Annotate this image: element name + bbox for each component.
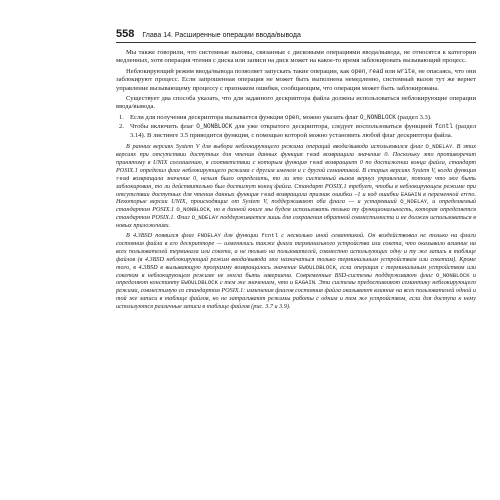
paragraph-text: , не опасаясь, что они заблокируют процесс. Если запрошенная операция не может быть выполнена немедленно, системный вызов тут же вернет управление вызывающему процессу с признаком ошибки, сообщающим, что операция может быть заблокирована. [116,67,476,92]
note-text: и определяют константу [116,271,477,287]
note-text: поддерживается лишь для сохранения обратной совместимости и не должен использоваться в новых приложениях. [116,214,476,230]
note-text: в переменной errno. Некоторые версии UNIX, происходящие от System V, поддерживают оба флага — и устаревший [116,190,476,206]
code-o-ndelay: O_NDELAY [191,214,219,222]
note-paragraph-bsd [116,232,476,311]
code-fcntl: fcntl [434,123,453,131]
list-item [116,114,476,122]
code-o-ndelay: O_NDELAY [425,143,453,151]
code-open: open [351,67,366,75]
code-o-nonblock: O_NONBLOCK [435,271,470,279]
paragraph-text: , [365,67,369,75]
paragraph-text: Мы также говорили, что системные вызовы, связанные с дисковыми операциями ввода/вывода, не относятся к категории медленных, хотя операция чтения с диска или записи на диск может на какое-то время заблокировать вызывающий процесс. [116,49,476,65]
list-item [116,123,476,140]
code-open: open [284,113,300,121]
code-eagain: EAGAIN [294,279,316,287]
historical-note [116,143,476,311]
code-ewouldblock: EWOULDBLOCK [299,263,336,271]
list-text: , можно указать флаг [299,113,360,121]
code-write: write [397,67,416,75]
paragraph-text: Существует два способа указать, что для заданного дескриптора файла должны использоваться неблокирующие операции ввода/вывода. [116,95,476,111]
list-text: Если для получения дескриптора вызывается функция [130,113,285,121]
list-number: 1. [119,113,124,121]
paragraph-text: Неблокирующий режим ввода/вывода позволяет запускать такие операции, как [126,67,352,75]
note-text: , и определяемый стандартом POSIX.1 [116,198,477,214]
code-read: read [116,174,130,182]
code-read: read [306,150,320,158]
code-fcntl: fcntl [261,232,279,240]
code-fndelay: FNDELAY [197,232,221,240]
code-read: read [309,158,323,166]
note-text: для функции [220,232,262,240]
page-content [116,49,476,313]
code-o-ndelay: O_NDELAY [400,198,428,206]
numbered-list [116,114,476,140]
note-text: возвращала признак ошибки –1 и код ошибки [274,190,401,198]
list-text: (раздел 3.14). В листинге 3.5 приводится функция, с помощью которой можно установить любой флаг дескриптора файла. [130,123,476,139]
note-text: , но в данной книге мы будем использовать только ту функциональность, которая определяется стандартом POSIX.1. Флаг [116,206,476,222]
paragraph-text: или [383,67,397,75]
note-text: , если операция с терминальным устройством или сокетом в неблокирующем режиме не могла быть завершена. Современные BSD-системы поддерживают флаг [116,263,476,279]
code-eagain: EAGAIN [400,190,422,198]
paragraph-nonblocking-io [116,68,476,93]
running-header [116,26,476,40]
page-number: 558 [116,28,135,40]
list-text: (раздел 3.3). [395,113,432,121]
code-o-nonblock: O_NONBLOCK [176,206,210,214]
list-text: для уже открытого дескриптора, следует воспользоваться функцией [232,123,435,131]
note-text: В ранних версиях System V для выбора неблокирующего режима операций ввода/вывода использовался флаг [126,143,426,151]
note-text: с несколько иной семантикой. Он воздействовал не только на флаги состояния файла в его дескрипторе — изменялись также флаги терминального устройства или сокета, что оказывало влияние на всех пользователей терминала или сокета, а не только на пользователей, совместно использующих одну и ту же запись в таблице файлов (в 4.3BSD неблокирующий режим ввода/вывода мог назначаться только терминальным устройствам или сокетам). Кроме того, в 4.3BSD в вызывающую программу возвращалось значение [116,232,476,271]
code-read: read [368,67,384,75]
chapter-title: Глава 14. Расширенные операции ввода/вывода [142,32,301,39]
note-text: возвращала значение 0. Поскольку это противоречит принятому в UNIX соглашению, в соответствии с которым функция [116,150,476,166]
code-o-nonblock: O_NONBLOCK [196,123,233,131]
list-text: Чтобы включить флаг [130,123,197,131]
note-text: . В этих версиях при отсутствии доступных для чтения данных функция [116,143,476,158]
list-number: 2. [119,123,124,131]
note-text: . Эти системы предоставляют семантику неблокирующего режима, совместимую со стандартом POSIX.1: изменения флагов состояния файла оказывают влияние на всех пользователей одной и той же записи в таблице файлов, но не затрагивают режимы работы с одним и тем же устройством, если для доступа к нему используются различные записи в таблице файлов (рис. 3.7 и 3.9). [116,279,476,311]
code-ewouldblock: EWOULDBLOCK [181,279,218,287]
note-paragraph-system-v [116,143,476,230]
code-o-nonblock: O_NONBLOCK [359,113,396,121]
note-text: возвращает 0 по достижении конца файла, стандарт POSIX.1 определил флаг неблокирующего режима с другим именем и с другой семантикой. В старых версиях System V, когда функция [116,158,476,174]
note-text: В 4.3BSD появился флаг [126,232,198,240]
header-rule [116,42,476,43]
note-text: с тем же значением, что и [218,279,295,287]
paragraph-slow-syscalls [116,49,476,66]
note-text: возвращала значение 0, нельзя было определить, то ли это системный вызов вернул управление, потому что мог быть заблокирован, то ли действительно был достигнут конец файла. Стандарт POSIX.1 требует, чтобы в неблокирующем режиме при отсутствии доступных для чтения данных функция [116,174,476,198]
paragraph-two-ways [116,95,476,112]
code-read: read [260,190,275,198]
